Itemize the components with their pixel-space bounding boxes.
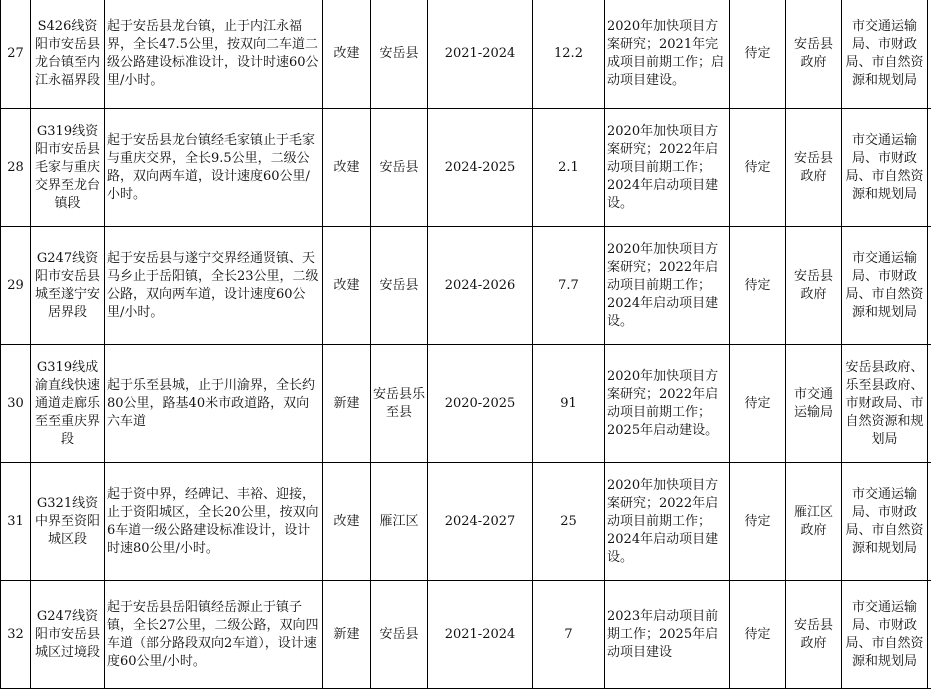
- construction-period: 2020-2025: [428, 345, 533, 463]
- project-name: G319线成渝直线快速通道走廊乐至至重庆界段: [31, 345, 105, 463]
- construction-type: 改建: [323, 227, 371, 345]
- construction-type: 新建: [323, 581, 371, 689]
- edge-cell: [928, 581, 931, 689]
- row-number: 29: [1, 227, 31, 345]
- construction-content: 起于安岳县与遂宁交界经通贤镇、天马乡止于岳阳镇，全长23公里，二级公路，双向两车道，设计速度60公里/小时。: [105, 227, 323, 345]
- edge-cell: [928, 345, 931, 463]
- construction-type: 改建: [323, 463, 371, 581]
- investment: 2.1: [533, 109, 605, 227]
- status: 待定: [730, 345, 786, 463]
- lead-unit: 雁江区政府: [786, 463, 842, 581]
- work-plan: 2023年启动项目前期工作；2025年启动项目建设: [605, 581, 730, 689]
- project-name: G321线资中界至资阳城区段: [31, 463, 105, 581]
- construction-period: 2024-2027: [428, 463, 533, 581]
- status: 待定: [730, 581, 786, 689]
- edge-cell: [928, 109, 931, 227]
- construction-content: 起于安岳县龙台镇经毛家镇止于毛家与重庆交界，全长9.5公里，二级公路，双向两车道，设计速度60公里/小时。: [105, 109, 323, 227]
- row-number: 31: [1, 463, 31, 581]
- investment: 91: [533, 345, 605, 463]
- edge-cell: [928, 463, 931, 581]
- investment: 7: [533, 581, 605, 689]
- location: 安岳县: [371, 227, 428, 345]
- row-number: 27: [1, 0, 31, 109]
- work-plan: 2020年加快项目方案研究；2022年启动项目前期工作；2024年启动项目建设。: [605, 227, 730, 345]
- table-row: [1, 463, 931, 581]
- status: 待定: [730, 0, 786, 109]
- construction-period: 2024-2025: [428, 109, 533, 227]
- work-plan: 2020年加快项目方案研究；2022年启动项目前期工作；2024年启动项目建设。: [605, 109, 730, 227]
- table-row: [1, 227, 931, 345]
- construction-type: 改建: [323, 0, 371, 109]
- construction-type: 新建: [323, 345, 371, 463]
- table-row: [1, 109, 931, 227]
- construction-content: 起于资中界，经碑记、丰裕、迎接，止于资阳城区，全长20公里，按双向6车道一级公路建设标准设计，设计时速80公里/小时。: [105, 463, 323, 581]
- work-plan: 2020年加快项目方案研究；2021年完成项目前期工作；启动项目建设。: [605, 0, 730, 109]
- project-name: G247线资阳市安岳县城至遂宁安居界段: [31, 227, 105, 345]
- investment: 25: [533, 463, 605, 581]
- location: 安岳县乐至县: [371, 345, 428, 463]
- status: 待定: [730, 109, 786, 227]
- location: 安岳县: [371, 109, 428, 227]
- work-plan: 2020年加快项目方案研究；2022年启动项目前期工作；2024年启动项目建设。: [605, 463, 730, 581]
- investment: 7.7: [533, 227, 605, 345]
- investment: 12.2: [533, 0, 605, 109]
- edge-cell: [928, 227, 931, 345]
- construction-period: 2021-2024: [428, 0, 533, 109]
- construction-type: 改建: [323, 109, 371, 227]
- row-number: 30: [1, 345, 31, 463]
- project-name: S426线资阳市安岳县龙台镇至内江永福界段: [31, 0, 105, 109]
- location: 安岳县: [371, 581, 428, 689]
- location: 安岳县: [371, 0, 428, 109]
- cooperating-units: 市交通运输局、市财政局、市自然资源和规划局: [842, 0, 928, 109]
- table-row: [1, 0, 931, 109]
- cooperating-units: 市交通运输局、市财政局、市自然资源和规划局: [842, 463, 928, 581]
- construction-content: 起于乐至县城，止于川渝界，全长约80公里，路基40米市政道路，双向六车道: [105, 345, 323, 463]
- construction-content: 起于安岳县岳阳镇经岳源止于镇子镇，全长27公里，二级公路，双向四车道（部分路段双向2车道），设计速度60公里/小时。: [105, 581, 323, 689]
- table-row: [1, 581, 931, 689]
- cooperating-units: 市交通运输局、市财政局、市自然资源和规划局: [842, 109, 928, 227]
- status: 待定: [730, 227, 786, 345]
- row-number: 32: [1, 581, 31, 689]
- cooperating-units: 市交通运输局、市财政局、市自然资源和规划局: [842, 581, 928, 689]
- lead-unit: 安岳县政府: [786, 109, 842, 227]
- location: 雁江区: [371, 463, 428, 581]
- construction-content: 起于安岳县龙台镇，止于内江永福界，全长47.5公里，按双向二车道二级公路建设标准设计，设计时速60公里/小时。: [105, 0, 323, 109]
- lead-unit: 安岳县政府: [786, 227, 842, 345]
- edge-cell: [928, 0, 931, 109]
- construction-period: 2024-2026: [428, 227, 533, 345]
- lead-unit: 安岳县政府: [786, 581, 842, 689]
- status: 待定: [730, 463, 786, 581]
- lead-unit: 市交通运输局: [786, 345, 842, 463]
- lead-unit: 安岳县政府: [786, 0, 842, 109]
- table-row: [1, 345, 931, 463]
- construction-period: 2021-2024: [428, 581, 533, 689]
- row-number: 28: [1, 109, 31, 227]
- work-plan: 2020年加快项目方案研究；2022年启动项目前期工作；2025年启动建设。: [605, 345, 730, 463]
- cooperating-units: 安岳县政府、乐至县政府、市财政局、市自然资源和规划局: [842, 345, 928, 463]
- project-name: G247线资阳市安岳县城区过境段: [31, 581, 105, 689]
- project-name: G319线资阳市安岳县毛家与重庆交界至龙台镇段: [31, 109, 105, 227]
- cooperating-units: 市交通运输局、市财政局、市自然资源和规划局: [842, 227, 928, 345]
